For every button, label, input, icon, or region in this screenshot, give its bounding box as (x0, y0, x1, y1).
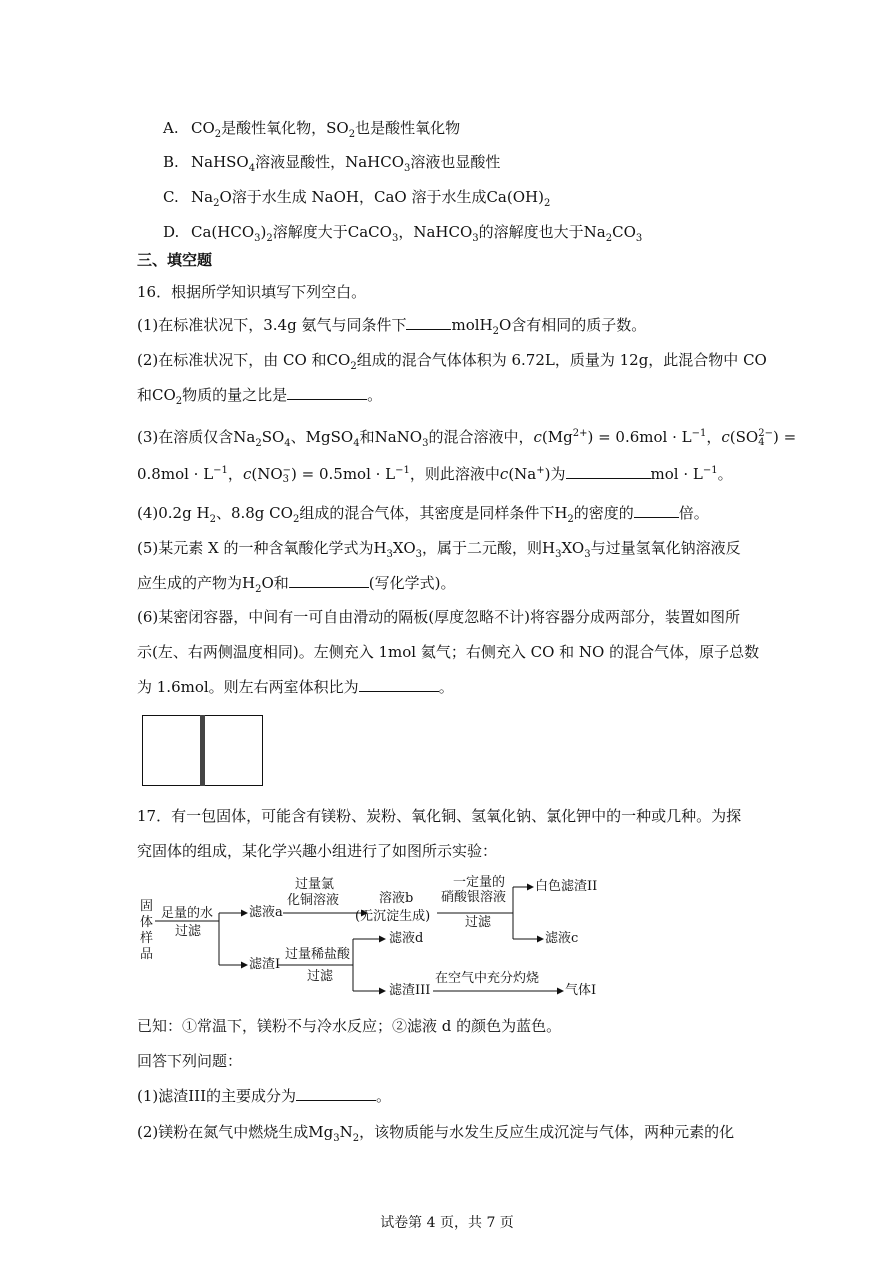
q16-part5-line1: (5)某元素 X 的一种含氧酸化学式为$H_3XO_3$，属于二元酸，则$H_3XO_3$与过量氢氧化钠溶液反 (137, 539, 741, 560)
option-b: B. NaHSO$_4$溶液显酸性，NaHCO$_3$溶液也显酸性 (163, 153, 501, 174)
section-title: 三、填空题 (137, 251, 213, 269)
answer-blank[interactable] (289, 573, 369, 588)
answer-blank[interactable] (359, 677, 439, 692)
filtrate-a: 滤液a (249, 905, 283, 920)
q16-part3-line2: $0.8mol \cdot L^{-1}$，c(NO− 3 ) = $0.5mol \cdot L^{-1}$，则此溶液中c(Na+)为 mol · $L^{-1}$。 (137, 465, 733, 485)
q16-part2-line1: (2)在标准状况下，由 CO 和$CO_2$组成的混合气体体积为 6.72L，质量为 12g，此混合物中 CO (137, 351, 767, 372)
reagent-agno3-line2: 硝酸银溶液 (441, 890, 507, 905)
residue-I: 滤渣I (249, 957, 281, 972)
solid-sample-label: 固 体 样 品 (140, 899, 154, 962)
q17-stem-line2: 究固体的组成，某化学兴趣小组进行了如图所示实验： (137, 842, 498, 860)
q17-part1: (1)滤渣III的主要成分为 。 (137, 1087, 392, 1105)
q16-part6-line3: 为 1.6mol。则左右两室体积比为 。 (137, 678, 454, 696)
q17-known: 已知：①常温下，镁粉不与冷水反应；②滤液 d 的颜色为蓝色。 (137, 1017, 562, 1035)
filtrate-d: 滤液d (389, 931, 424, 946)
q17-answer-prompt: 回答下列问题： (137, 1052, 243, 1070)
q16-part6-line2: 示(左、右两侧温度相同)。左侧充入 1mol 氦气；右侧充入 CO 和 NO 的混合气体，原子总数 (137, 643, 760, 661)
q16-part2-line2: 和$CO_2$物质的量之比是 。 (137, 386, 383, 407)
answer-blank[interactable] (566, 464, 651, 479)
reagent-agno3-filter: 过滤 (465, 915, 492, 930)
gas-I: 气体I (565, 983, 597, 998)
experiment-flow-diagram (135, 873, 615, 1003)
answer-blank[interactable] (296, 1086, 376, 1101)
reagent-agno3-line1: 一定量的 (453, 875, 506, 890)
option-a: A. $CO_2$是酸性氧化物，$SO_2$也是酸性氧化物 (163, 119, 461, 140)
q16-stem: 16．根据所学知识填写下列空白。 (137, 283, 367, 301)
residue-III: 滤渣III (389, 983, 431, 998)
step-water-label: 足量的水 (161, 906, 214, 921)
no-precipitate-note: (无沉淀生成) (355, 909, 431, 924)
option-d: D. $Ca(HCO_3)_2$溶解度大于CaCO$_3$，NaHCO$_3$的溶解度也大于$Na_2CO_3$ (163, 223, 643, 244)
filtrate-c: 滤液c (545, 931, 579, 946)
reagent-cucl2-line1: 过量氯 (295, 877, 335, 892)
q16-part5-line2: 应生成的产物为$H_2O$和 (写化学式)。 (137, 574, 456, 595)
q16-part6-line1: (6)某密闭容器，中间有一可自由滑动的隔板(厚度忽略不计)将容器分成两部分，装置如图所 (137, 608, 740, 626)
white-residue-II: 白色滤渣II (535, 879, 598, 894)
q17-part2: (2)镁粉在氮气中燃烧生成$Mg_3N_2$，该物质能与水发生反应生成沉淀与气体，两种元素的化 (137, 1123, 735, 1144)
reagent-hcl: 过量稀盐酸 (285, 947, 351, 962)
answer-blank[interactable] (406, 315, 451, 330)
answer-blank[interactable] (634, 503, 679, 518)
reagent-cucl2-line2: 化铜溶液 (287, 893, 340, 908)
partition-container-diagram (142, 715, 263, 786)
sliding-partition (200, 715, 205, 786)
q16-part4: (4)0.2g $H_2$、8.8g $CO_2$组成的混合气体，其密度是同样条件下$H_2$的密度的 倍。 (137, 504, 709, 525)
answer-blank[interactable] (287, 385, 367, 400)
solution-b: 溶液b (379, 891, 414, 906)
step-filter-label: 过滤 (175, 924, 202, 939)
q17-stem-line1: 17．有一包固体，可能含有镁粉、炭粉、氧化铜、氢氧化钠、氯化钾中的一种或几种。为探 (137, 807, 742, 825)
step-burn-label: 在空气中充分灼烧 (435, 971, 540, 986)
page-footer: 试卷第 4 页，共 7 页 (380, 1215, 514, 1231)
q16-part3-line1: (3)在溶质仅含$Na_2SO_4$、MgSO$_4$和NaNO$_3$的混合溶液中，$c(Mg^{2+}) = 0.6mol \cdot L^{-1}$，c(SO2− 4 ) = (137, 428, 797, 449)
option-c: C. $Na_2O$溶于水生成 NaOH，CaO 溶于水生成$Ca(OH)_2$ (163, 188, 551, 209)
reagent-hcl-filter: 过滤 (307, 969, 334, 984)
q16-part1: (1)在标准状况下，3.4g 氨气与同条件下 molH$_2$O含有相同的质子数。 (137, 316, 647, 337)
